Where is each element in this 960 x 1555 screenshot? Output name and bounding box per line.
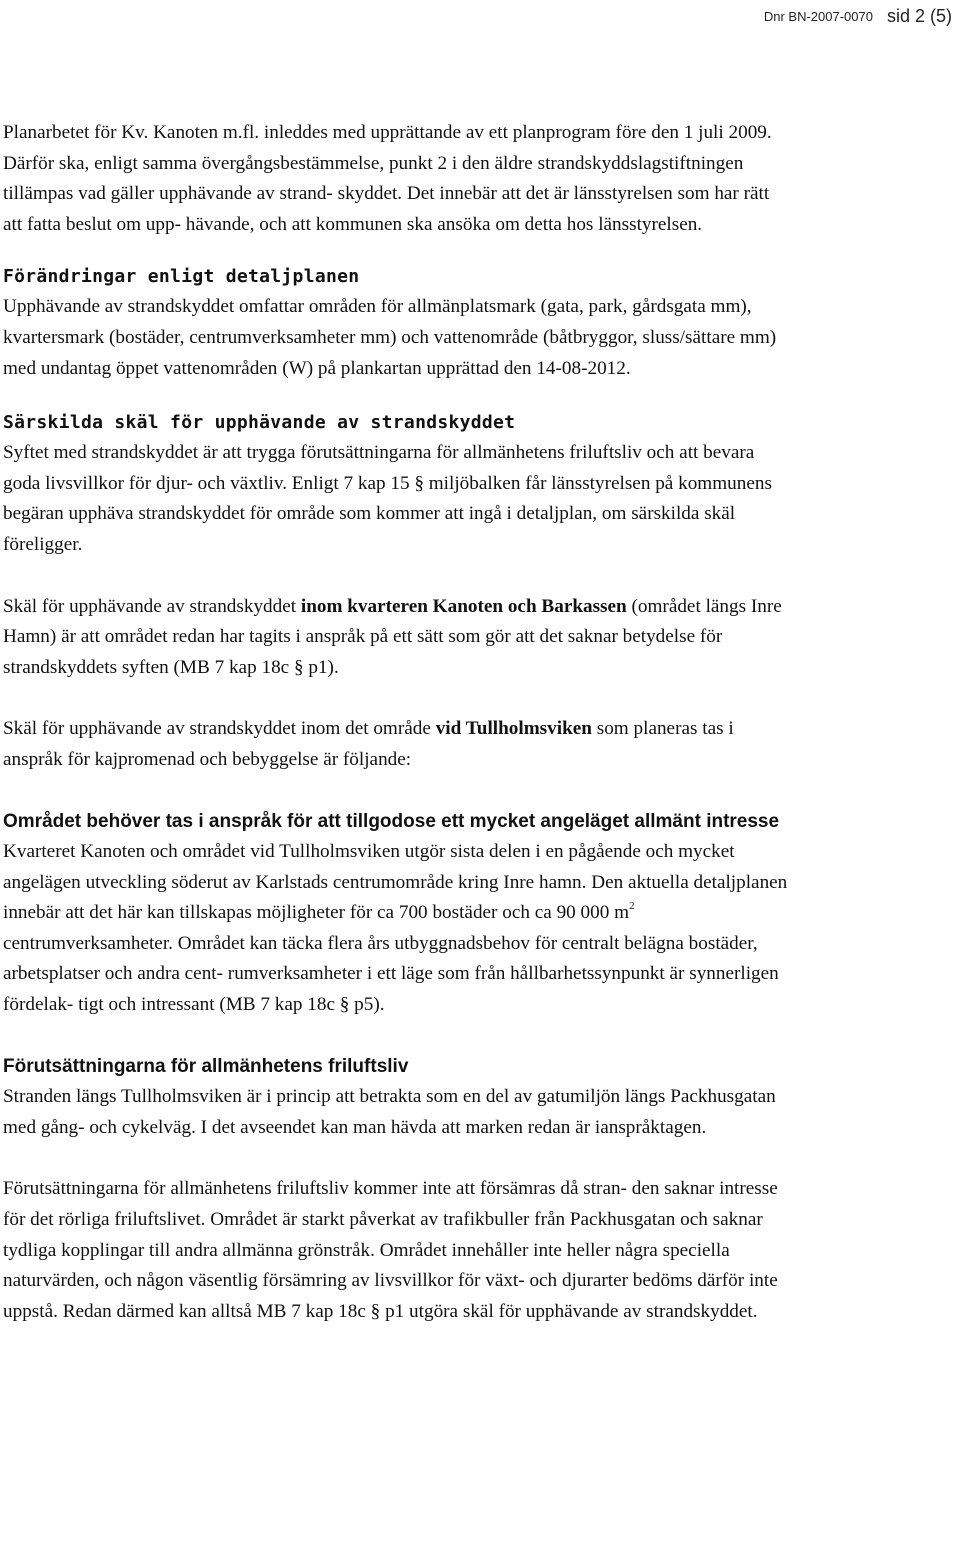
document-body — [3, 118, 793, 1327]
section-text-interest-after: centrumverksamheter. Området kan täcka flera års utbyggnadsbehov för centralt belägna bostäder, arbetsplatser och andra cent- rumverksamheter i ett läge som från hållbarhetssynpunkt är synnerligen fördelak- tigt och intressant (MB 7 kap 18c § p5). — [3, 932, 779, 1016]
paragraph-tullholmsviken-before: Skäl för upphävande av strandskyddet inom det område — [3, 718, 436, 740]
paragraph-tullholmsviken — [3, 714, 793, 775]
section-interest — [3, 807, 793, 1021]
section-heading-changes: Förändringar enligt detaljplanen — [3, 266, 360, 288]
paragraph-kanoten — [3, 592, 793, 684]
section-text-interest-before: Kvarteret Kanoten och området vid Tullholmsviken utgör sista delen i en pågående och mycket angelägen utveckling söderut av Karlstads centrumområde kring Inre hamn. Den aktuella detaljplanen innebär att det här kan tillskapas möjligheter för ca 700 bostäder och ca 90 000 m — [3, 841, 788, 924]
closing-paragraph: Förutsättningarna för allmänhetens friluftsliv kommer inte att försämras då stran- den saknar intresse för det rörliga friluftslivet. Området är starkt påverkat av trafikbuller från Packhusgatan och saknar tydliga kopplingar till andra allmänna grönstråk. Området innehåller inte heller några speciella naturvärden, och någon väsentlig försämring av livsvillkor för växt- och djurarter bedöms därför inte uppstå. Redan därmed kan alltså MB 7 kap 18c § p1 utgöra skäl för upphävande av strandskyddet. — [3, 1178, 778, 1322]
section-heading-reasons: Särskilda skäl för upphävande av strandskyddet — [3, 412, 516, 434]
section-text-interest — [3, 837, 793, 1021]
document-number: Dnr BN-2007-0070 — [763, 9, 873, 24]
paragraph-tullholmsviken-after: som planeras tas i anspråk för kajpromenad och bebyggelse är följande: — [3, 718, 734, 770]
paragraph-kanoten-emphasis: inom kvarteren Kanoten och Barkassen — [300, 595, 627, 617]
superscript-two: 2 — [629, 900, 635, 913]
paragraph-kanoten-before: Skäl för upphävande av strandskyddet — [3, 595, 301, 617]
section-heading-outdoor: Förutsättningarna för allmänhetens friluftsliv — [3, 1055, 409, 1077]
intro-paragraph: Planarbetet för Kv. Kanoten m.fl. inleddes med upprättande av ett planprogram före den 1 juli 2009. Därför ska, enligt samma övergångsbestämmelse, punkt 2 i den äldre strandskyddslagstiftningen tillämpas vad gäller upphävande av strand- skyddet. Det innebär att det är länsstyrelsen som har rätt att fatta beslut om upp- hävande, och att kommunen ska ansöka om detta hos länsstyrelsen. — [3, 122, 772, 235]
page-header — [764, 6, 952, 27]
section-text-reasons: Syftet med strandskyddet är att trygga förutsättningarna för allmänhetens friluftsliv och att bevara goda livsvillkor för djur- och växtliv. Enligt 7 kap 15 § miljöbalken får länsstyrelsen på kommunens begäran upphäva strandskyddet för område som kommer att ingå i detaljplan, om särskilda skäl föreligger. — [3, 442, 772, 555]
paragraph-tullholmsviken-emphasis: vid Tullholmsviken — [435, 718, 592, 740]
section-outdoor — [3, 1052, 793, 1144]
section-reasons — [3, 408, 793, 560]
section-changes — [3, 262, 793, 384]
page-number: sid 2 (5) — [886, 6, 952, 26]
section-text-changes: Upphävande av strandskyddet omfattar områden för allmänplatsmark (gata, park, gårdsgata mm), kvartersmark (bostäder, centrumverksamheter mm) och vattenområde (båtbryggor, sluss/sättare mm) med undantag öppet vattenområden (W) på plankartan upprättad den 14-08-2012. — [3, 296, 777, 379]
section-text-outdoor: Stranden längs Tullholmsviken är i princip att betrakta som en del av gatumiljön längs Packhusgatan med gång- och cykelväg. I det avseendet kan man hävda att marken redan är ianspråktagen. — [3, 1086, 776, 1138]
section-heading-interest: Området behöver tas i anspråk för att tillgodose ett mycket angeläget allmänt intresse — [3, 810, 780, 832]
paragraph-kanoten-after: (området längs Inre Hamn) är att området redan har tagits i anspråk på ett sätt som gör att det saknar betydelse för strandskyddets syften (MB 7 kap 18c § p1). — [3, 595, 782, 678]
